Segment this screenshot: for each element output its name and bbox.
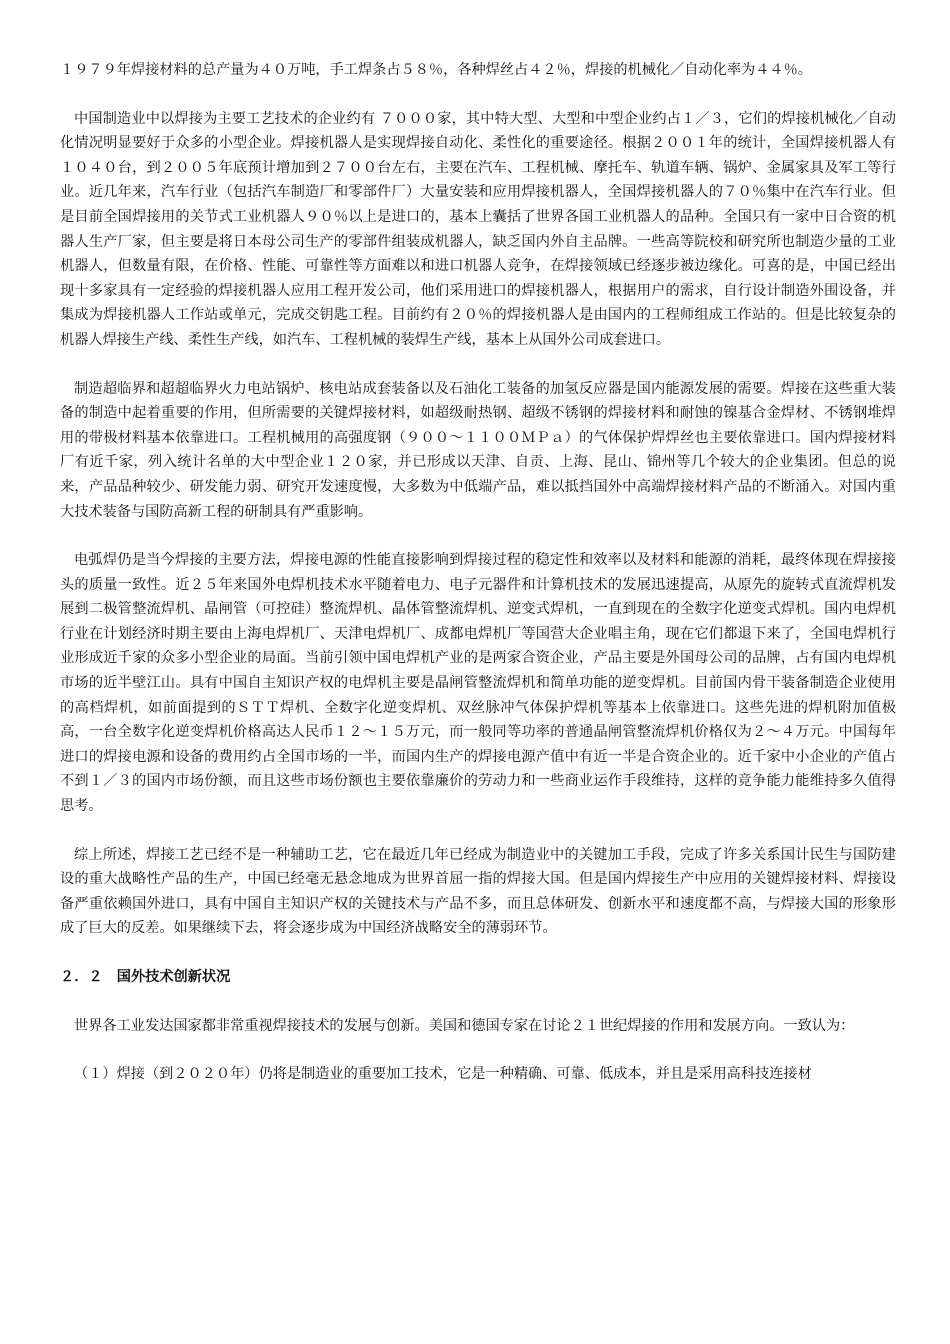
document-page: [60, 58, 896, 1087]
paragraph-welding-robots: 中国制造业中以焊接为主要工艺技术的企业约有 ７０００家，其中特大型、大型和中型企业约占１／３，它们的焊接机械化／自动化情况明显要好于众多的小型企业。焊接机器人是实现焊接自动化、柔性化的重要途径。根据２００１年的统计，全国焊接机器人有１０４０台，到２００５年底预计增加到２７００台左右，主要在汽车、工程机械、摩托车、轨道车辆、锅炉、金属家具及军工等行业。近几年来，汽车行业（包括汽车制造厂和零部件厂）大量安装和应用焊接机器人，全国焊接机器人的７０％集中在汽车行业。但是目前全国焊接用的关节式工业机器人９０％以上是进口的，基本上囊括了世界各国工业机器人的品种。全国只有一家中日合资的机器人生产厂家，但主要是将日本母公司生产的零部件组装成机器人，缺乏国内外自主品牌。一些高等院校和研究所也制造少量的工业机器人，但数量有限，在价格、性能、可靠性等方面难以和进口机器人竞争，在焊接领域已经逐步被边缘化。可喜的是，中国已经出现十多家具有一定经验的焊接机器人应用工程开发公司，他们采用进口的焊接机器人，根据用户的需求，自行设计制造外围设备，并集成为焊接机器人工作站或单元，完成交钥匙工程。目前约有２０％的焊接机器人是由国内的工程师组成工作站的。但是比较复杂的机器人焊接生产线、柔性生产线，如汽车、工程机械的装焊生产线，基本上从国外公司成套进口。: [60, 110, 896, 348]
paragraph-1979-output: １９７９年焊接材料的总产量为４０万吨，手工焊条占５８％，各种焊丝占４２％，焊接的机械化／自动化率为４４％。: [60, 62, 812, 78]
section-heading: ２．２ 国外技术创新状况: [60, 969, 231, 985]
paragraph-foreign-innovation: 世界各工业发达国家都非常重视焊接技术的发展与创新。美国和德国专家在讨论２１世纪焊接的作用和发展方向。一致认为：: [74, 1017, 855, 1034]
paragraph-welding-materials: 制造超临界和超超临界火力电站锅炉、核电站成套装备以及石油化工装备的加氢反应器是国内能源发展的需要。焊接在这些重大装备的制造中起着重要的作用，但所需要的关键焊接材料，如超级耐热钢、超级不锈钢的焊接材料和耐蚀的镍基合金焊材、不锈钢堆焊用的带极材料基本依靠进口。工程机械用的高强度钢（９００～１１００ＭＰａ）的气体保护焊焊丝也主要依靠进口。国内焊接材料厂有近千家，列入统计名单的大中型企业１２０家，并已形成以天津、自贡、上海、昆山、锦州等几个较大的企业集团。但总的说来，产品品种较少、研发能力弱、研究开发速度慢，大多数为中低端产品，难以抵挡国外中高端焊接材料产品的不断涌入。对国内重大技术装备与国防高新工程的研制具有严重影响。: [60, 380, 896, 520]
paragraph-gap: [60, 941, 896, 965]
paragraph-gap: [60, 990, 896, 1014]
paragraph-list-item-1: （１）焊接（到２０２０年）仍将是制造业的重要加工技术，它是一种精确、可靠、低成本，并且是采用高科技连接材: [74, 1066, 812, 1083]
paragraph-gap: [60, 353, 896, 377]
paragraph-gap: [60, 524, 896, 548]
paragraph-arc-welding: 电弧焊仍是当今焊接的主要方法，焊接电源的性能直接影响到焊接过程的稳定性和效率以及材料和能源的消耗，最终体现在焊接接头的质量一致性。近２５年来国外电焊机技术水平随着电力、电子元器件和计算机技术的发展迅速提高，从原先的旋转式直流焊机发展到二极管整流焊机、晶闸管（可控硅）整流焊机、晶体管整流焊机、逆变式焊机，一直到现在的全数字化逆变式焊机。国内电焊机行业在计划经济时期主要由上海电焊机厂、天津电焊机厂、成都电焊机厂等国营大企业唱主角，现在它们都退下来了，全国电焊机行业形成近千家的众多小型企业的局面。当前引领中国电焊机产业的是两家合资企业，产品主要是外国母公司的品牌，占有国内电焊机市场的近半壁江山。具有中国自主知识产权的电焊机主要是晶闸管整流焊机和简单功能的逆变焊机。目前国内骨干装备制造企业使用的高档焊机，如前面提到的ＳＴＴ焊机、全数字化逆变焊机、双丝脉冲气体保护焊机等基本上依靠进口。这些先进的焊机附加值极高，一台全数字化逆变焊机价格高达人民币１２～１５万元，而一般同等功率的普通晶闸管整流焊机价格仅为２～４万元。中国每年进口的焊接电源和设备的费用约占全国市场的一半，而国内生产的焊接电源产值中有近一半是合资企业的。近千家中小企业的产值占不到１／３的国内市场份额，而且这些市场份额也主要依靠廉价的劳动力和一些商业运作手段维持，这样的竞争能力能维持多久值得思考。: [60, 552, 896, 815]
paragraph-gap: [60, 819, 896, 843]
paragraph-summary: 综上所述，焊接工艺已经不是一种辅助工艺，它在最近几年已经成为制造业中的关键加工手段，完成了许多关系国计民生与国防建设的重大战略性产品的生产，中国已经毫无悬念地成为世界首屈一指的焊接大国。但是国内焊接生产中应用的关键焊接材料、焊接设备严重依赖国外进口，具有中国自主知识产权的关键技术与产品不多，而且总体研发、创新水平和速度都不高，与焊接大国的形象形成了巨大的反差。如果继续下去，将会逐步成为中国经济战略安全的薄弱环节。: [60, 846, 896, 937]
paragraph-gap: [60, 83, 896, 107]
paragraph-gap: [60, 1038, 896, 1062]
